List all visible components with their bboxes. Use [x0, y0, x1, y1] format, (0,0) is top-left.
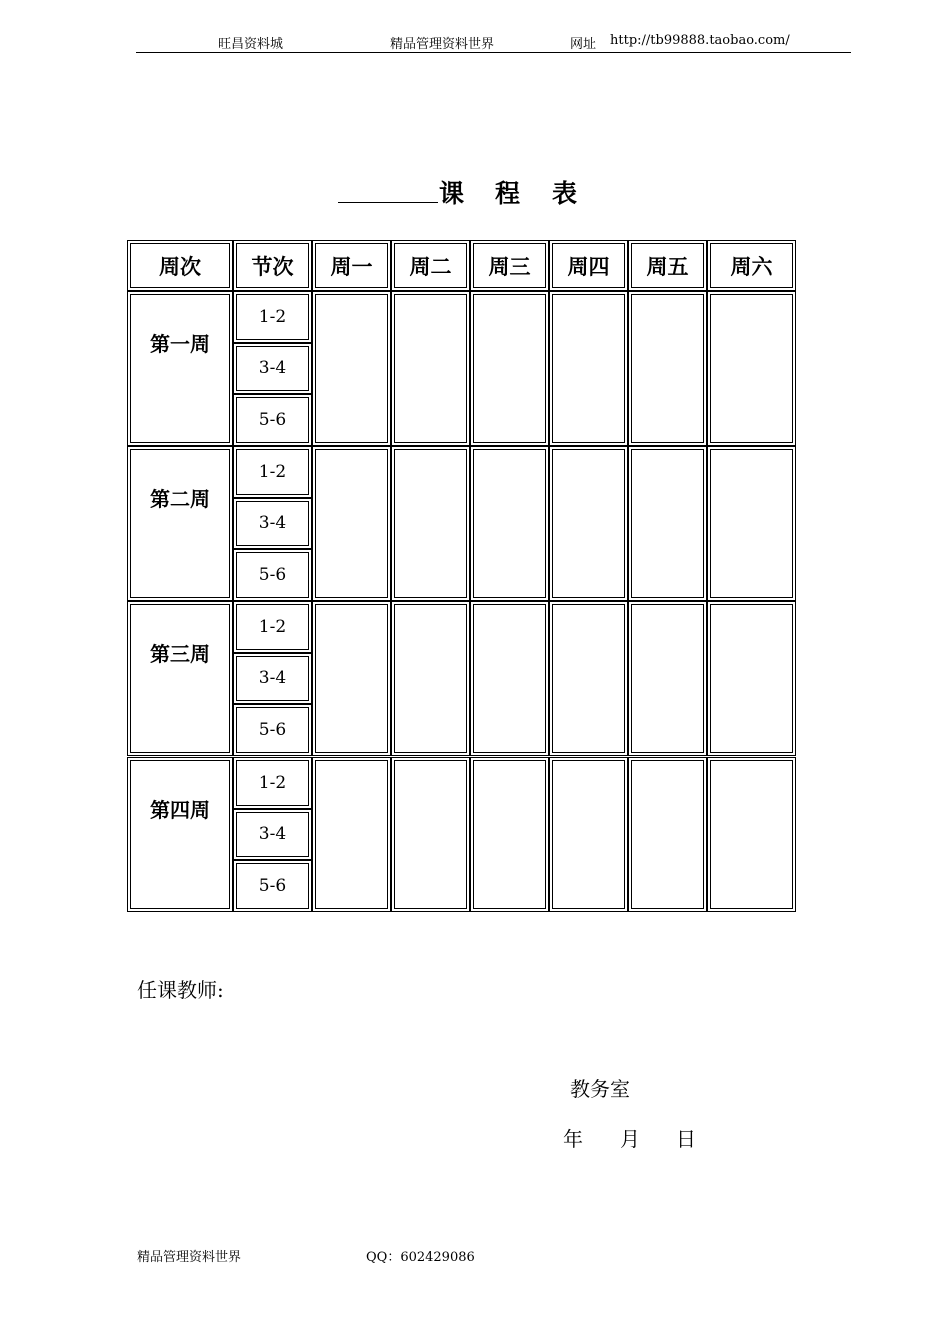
schedule-cell[interactable] [549, 291, 628, 446]
schedule-cell[interactable] [470, 601, 549, 756]
title-char: 课 [439, 179, 465, 208]
schedule-cell[interactable] [312, 446, 391, 601]
schedule-cell[interactable] [312, 757, 391, 912]
schedule-cell[interactable] [628, 291, 707, 446]
header-site-label: 网址 [570, 37, 597, 52]
column-header-day: 周三 [470, 240, 549, 291]
period-label: 3-4 [233, 653, 312, 705]
title-char: 程 [495, 179, 521, 208]
schedule-cell[interactable] [549, 601, 628, 756]
date-month: 月 [620, 1127, 640, 1151]
date-day: 日 [676, 1127, 696, 1151]
schedule-cell[interactable] [470, 446, 549, 601]
schedule-cell[interactable] [470, 291, 549, 446]
week-label: 第四周 [127, 757, 233, 912]
period-label: 3-4 [233, 498, 312, 550]
schedule-cell[interactable] [628, 446, 707, 601]
header-world-name: 精品管理资料世界 [390, 37, 495, 52]
period-label: 1-2 [233, 757, 312, 809]
date-line [563, 1123, 723, 1151]
schedule-cell[interactable] [707, 757, 796, 912]
footer-world-name: 精品管理资料世界 [137, 1250, 242, 1265]
period-label: 1-2 [233, 601, 312, 653]
period-label: 1-2 [233, 446, 312, 498]
teacher-label: 任课教师: [137, 978, 224, 1002]
schedule-cell[interactable] [549, 446, 628, 601]
office-label: 教务室 [570, 1077, 630, 1101]
schedule-cell[interactable] [391, 601, 470, 756]
schedule-cell[interactable] [470, 757, 549, 912]
date-year: 年 [563, 1127, 583, 1151]
schedule-cell[interactable] [391, 291, 470, 446]
period-label: 5-6 [233, 549, 312, 601]
column-header-day: 周六 [707, 240, 796, 291]
schedule-cell[interactable] [549, 757, 628, 912]
week-label: 第一周 [127, 291, 233, 446]
period-label: 3-4 [233, 343, 312, 395]
period-label: 5-6 [233, 704, 312, 756]
period-label: 5-6 [233, 860, 312, 912]
week-label: 第二周 [127, 446, 233, 601]
period-label: 5-6 [233, 394, 312, 446]
schedule-cell[interactable] [391, 446, 470, 601]
column-header-day: 周五 [628, 240, 707, 291]
period-label: 1-2 [233, 291, 312, 343]
schedule-cell[interactable] [628, 757, 707, 912]
schedule-cell[interactable] [312, 291, 391, 446]
schedule-cell[interactable] [707, 291, 796, 446]
schedule-cell[interactable] [391, 757, 470, 912]
column-header-day: 周一 [312, 240, 391, 291]
schedule-cell[interactable] [312, 601, 391, 756]
period-label: 3-4 [233, 809, 312, 861]
header-site-url[interactable]: http://tb99888.taobao.com/ [610, 33, 790, 48]
week-label: 第三周 [127, 601, 233, 756]
column-header-day: 周二 [391, 240, 470, 291]
schedule-cell[interactable] [628, 601, 707, 756]
footer-qq: QQ：602429086 [366, 1250, 475, 1265]
column-header-day: 周四 [549, 240, 628, 291]
column-header-week: 周次 [127, 240, 233, 291]
schedule-cell[interactable] [707, 601, 796, 756]
schedule-cell[interactable] [707, 446, 796, 601]
header-shop-name: 旺昌资料城 [218, 37, 284, 52]
column-header-period: 节次 [233, 240, 312, 291]
title-char: 表 [552, 179, 578, 208]
